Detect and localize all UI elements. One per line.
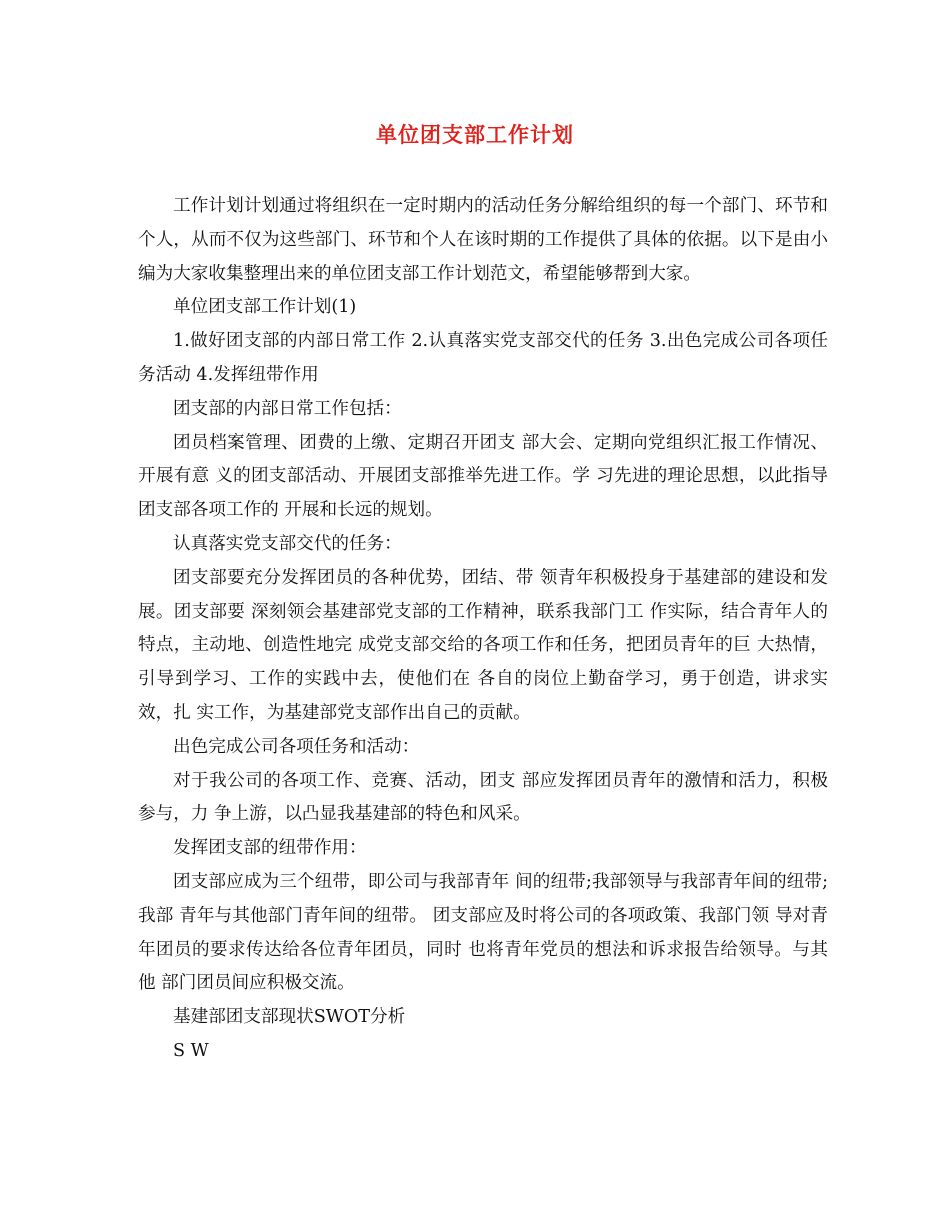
paragraph-swot-heading: 基建部团支部现状SWOT分析 bbox=[173, 1007, 406, 1028]
document-body bbox=[138, 190, 828, 1069]
paragraph-plan-heading: 单位团支部工作计划(1) bbox=[173, 297, 357, 318]
paragraph-tasks: 团支部要充分发挥团员的各种优势，团结、带 领青年积极投身于基建部的建设和发展。团支部要 深刻领会基建部党支部的工作精神，联系我部门工 作实际，结合青年人的特点，主动地、创造性地完 成党支部交给的各项工作和任务，把团员青年的巨 大热情，引导到学习、工作的实践中去，使他们在 各自的岗位上勤奋学习，勇于创造，讲求实效，扎 实工作，为基建部党支部作出自己的贡献。 bbox=[138, 567, 828, 723]
paragraph-activities-heading: 出色完成公司各项任务和活动： bbox=[173, 736, 420, 757]
paragraph-tasks-heading: 认真落实党支部交代的任务： bbox=[173, 533, 402, 554]
paragraph-activities: 对于我公司的各项工作、竞赛、活动，团支 部应发挥团员青年的激情和活力，积极参与，力 争上游，以凸显我基建部的特色和风采。 bbox=[138, 770, 828, 825]
paragraph-swot-labels: S W bbox=[173, 1040, 209, 1061]
paragraph-daily-work-heading: 团支部的内部日常工作包括： bbox=[173, 398, 402, 419]
document-title: 单位团支部工作计划 bbox=[376, 122, 574, 147]
paragraph-intro: 工作计划计划通过将组织在一定时期内的活动任务分解给组织的每一个部门、环节和个人，从而不仅为这些部门、环节和个人在该时期的工作提供了具体的依据。以下是由小编为大家收集整理出来的单位团支部工作计划范文，希望能够帮到大家。 bbox=[138, 196, 828, 284]
paragraph-bond: 团支部应成为三个纽带，即公司与我部青年 间的纽带;我部领导与我部青年间的纽带;我部 青年与其他部门青年间的纽带。 团支部应及时将公司的各项政策、我部门领 导对青年团员的要求传达给各位青年团员，同时 也将青年党员的想法和诉求报告给领导。与其他 部门团员间应积极交流。 bbox=[138, 871, 828, 994]
paragraph-plan-items: 1.做好团支部的内部日常工作 2.认真落实党支部交代的任务 3.出色完成公司各项任务活动 4.发挥纽带作用 bbox=[138, 331, 828, 385]
paragraph-bond-heading: 发挥团支部的纽带作用： bbox=[173, 838, 367, 859]
paragraph-daily-work: 团员档案管理、团费的上缴、定期召开团支 部大会、定期向党组织汇报工作情况、开展有意 义的团支部活动、开展团支部推举先进工作。学 习先进的理论思想，以此指导团支部各项工作的 开展和长远的规划。 bbox=[138, 432, 828, 521]
